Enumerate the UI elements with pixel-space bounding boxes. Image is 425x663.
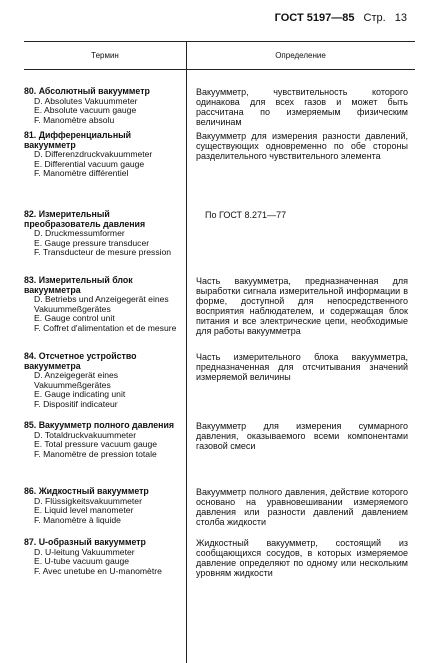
term-entry-80: [24, 87, 182, 125]
term-number: 86.: [24, 486, 37, 496]
page-header: [269, 12, 407, 24]
translation-fr: F. Manomètre à liquide: [34, 514, 121, 525]
term-entry-87: [24, 538, 182, 576]
translation-de: D. Druckmessumformer: [34, 228, 125, 239]
column-divider: [186, 41, 187, 663]
definition-81: Вакуумметр для измерения разности давлений, существующих одновременно по обе стороны разделительного чувствительного элемента: [196, 131, 408, 161]
term-name: Дифференциальный вакуумметр: [24, 130, 132, 150]
translation-en: E. Differential vacuum gauge: [34, 158, 145, 169]
definition-82: По ГОСТ 8.271—77: [205, 210, 287, 220]
term-number: 85.: [24, 420, 37, 430]
translation-fr: F. Dispositif indicateur: [34, 398, 118, 409]
term-name: Отсчетное устройство вакуумметра: [24, 351, 137, 371]
term-entry-82: [24, 210, 182, 258]
term-entry-84: [24, 352, 182, 410]
standard-number: ГОСТ 5197—85: [274, 12, 355, 24]
translation-en: E. U-tube vacuum gauge: [34, 556, 130, 567]
translation-de: D. Differenzdruckvakuummeter: [34, 149, 153, 160]
definition-84: Часть измерительного блока вакуумметра, предназначенная для отсчитывания значений измеряемой величины: [196, 352, 408, 382]
page-number: 13: [394, 12, 407, 24]
definition-87: Жидкостный вакуумметр, состоящий из сообщающихся сосудов, в которых измеряемое давление определяют по одному или нескольким уровням жидкости: [196, 538, 408, 578]
term-number: 87.: [24, 537, 37, 547]
definition-86: Вакуумметр полного давления, действие которого основано на уравновешивании измеряемого давления или разности давлений давлением столба жидкости: [196, 487, 408, 527]
translation-fr: F. Manomètre différentiel: [34, 168, 129, 179]
translation-en: E. Absolute vacuum gauge: [34, 105, 137, 116]
term-name: Измерительный преобразователь давления: [24, 209, 146, 229]
translation-de: D. Totaldruckvakuummeter: [34, 429, 137, 440]
translation-de: D. Absolutes Vakuummeter: [34, 95, 138, 106]
term-entry-81: [24, 131, 182, 179]
translation-fr: F. Manomètre de pression totale: [34, 448, 157, 459]
term-name: U-образный вакуумметр: [38, 537, 146, 547]
definition-80: Вакуумметр, чувствительность которого одинакова для всех газов и может быть рассчитана по измеряемым физическим величинам: [196, 87, 408, 127]
term-name: Вакуумметр полного давления: [38, 420, 175, 430]
table-header-rule: [24, 69, 415, 70]
definition-85: Вакуумметр для измерения суммарного давления, оказываемого всеми компонентами газовой смеси: [196, 421, 408, 451]
translation-de: D. U-leitung Vakuummeter: [34, 546, 135, 557]
translation-en: E. Gauge pressure transducer: [34, 237, 150, 248]
term-name: Измерительный блок вакуумметра: [24, 275, 133, 295]
term-number: 84.: [24, 351, 37, 361]
term-entry-86: [24, 487, 182, 525]
translation-fr: F. Manomètre absolu: [34, 114, 115, 125]
page-label: Стр.: [363, 12, 386, 24]
term-number: 82.: [24, 209, 37, 219]
translation-de: D. Anzeigegerät eines Vakuummeßgerätes: [34, 370, 119, 390]
translation-de: D. Betriebs und Anzeigegerät eines Vakuummeßgerätes: [34, 294, 169, 314]
term-number: 81.: [24, 130, 37, 140]
definition-83: Часть вакуумметра, предназначенная для выработки сигнала измерительной информации в форме, доступной для непосредственного восприятия наблюдателем, и содержащая блок питания и все электрические цепи, необходимые для работы вакуумметра: [196, 276, 408, 336]
term-number: 83.: [24, 275, 37, 285]
translation-fr: F. Avec unetube en U-manomètre: [34, 565, 162, 576]
term-name: Жидкостный вакуумметр: [38, 486, 149, 496]
term-number: 80.: [24, 86, 37, 96]
translation-en: E. Total pressure vacuum gauge: [34, 439, 158, 450]
term-name: Абсолютный вакуумметр: [38, 86, 150, 96]
column-header-definition: Определение: [275, 51, 326, 60]
term-entry-83: [24, 276, 182, 334]
translation-fr: F. Transducteur de mesure pression: [34, 247, 172, 258]
translation-fr: F. Coffret d'alimentation et de mesure: [34, 322, 177, 333]
translation-de: D. Flüssigkeitsvakuummeter: [34, 495, 142, 506]
term-entry-85: [24, 421, 182, 459]
translation-en: E. Gauge control unit: [34, 313, 115, 324]
table-top-rule: [24, 41, 415, 42]
translation-en: E. Gauge indicating unit: [34, 389, 126, 400]
translation-en: E. Liquid level manometer: [34, 505, 134, 516]
column-header-term: Термин: [91, 51, 119, 60]
